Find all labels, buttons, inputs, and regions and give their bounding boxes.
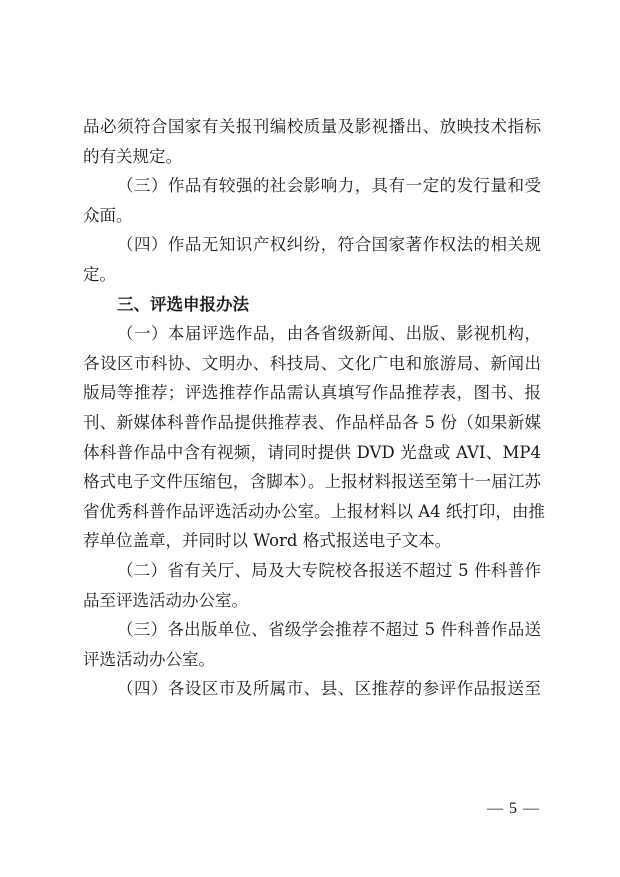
text-line: 品至评选活动办公室。 (83, 590, 248, 610)
section-heading: 三、评选申报办法 (117, 294, 249, 314)
text-line: （三）各出版单位、省级学会推荐不超过 5 件科普作品送 (117, 620, 541, 640)
text-line: 格式电子文件压缩包，含脚本）。上报材料报送至第十一届江苏 (83, 472, 541, 492)
text-line: 各设区市科协、文明办、科技局、文化广电和旅游局、新闻出 (83, 353, 541, 373)
text-line: 荐单位盖章，并同时以 Word 格式报送电子文本。 (83, 531, 452, 551)
text-line: （四）作品无知识产权纠纷，符合国家著作权法的相关规 (117, 235, 541, 255)
text-line: 品必须符合国家有关报刊编校质量及影视播出、放映技术指标 (83, 117, 541, 136)
text-line: 体科普作品中含有视频，请同时提供 DVD 光盘或 AVI、MP4 (83, 442, 541, 462)
text-line: （一）本届评选作品，由各省级新闻、出版、影视机构， (117, 324, 541, 344)
text-line: 版局等推荐；评选推荐作品需认真填写作品推荐表，图书、报 (83, 383, 541, 403)
document-body (83, 112, 545, 704)
text-line: 省优秀科普作品评选活动办公室。上报材料以 A4 纸打印，由推 (83, 501, 545, 521)
text-line: （四）各设区市及所属市、县、区推荐的参评作品报送至 (117, 679, 541, 699)
text-line: 的有关规定。 (83, 146, 182, 166)
text-line: 众面。 (83, 205, 133, 225)
page-number: — 5 — (487, 800, 540, 817)
text-line: （三）作品有较强的社会影响力，具有一定的发行量和受 (117, 176, 541, 196)
text-line: 定。 (83, 264, 116, 284)
text-line: （二）省有关厅、局及大专院校各报送不超过 5 件科普作 (117, 560, 541, 580)
text-line: 评选活动办公室。 (83, 649, 215, 669)
text-line: 刊、新媒体科普作品提供推荐表、作品样品各 5 份（如果新媒 (83, 412, 541, 432)
